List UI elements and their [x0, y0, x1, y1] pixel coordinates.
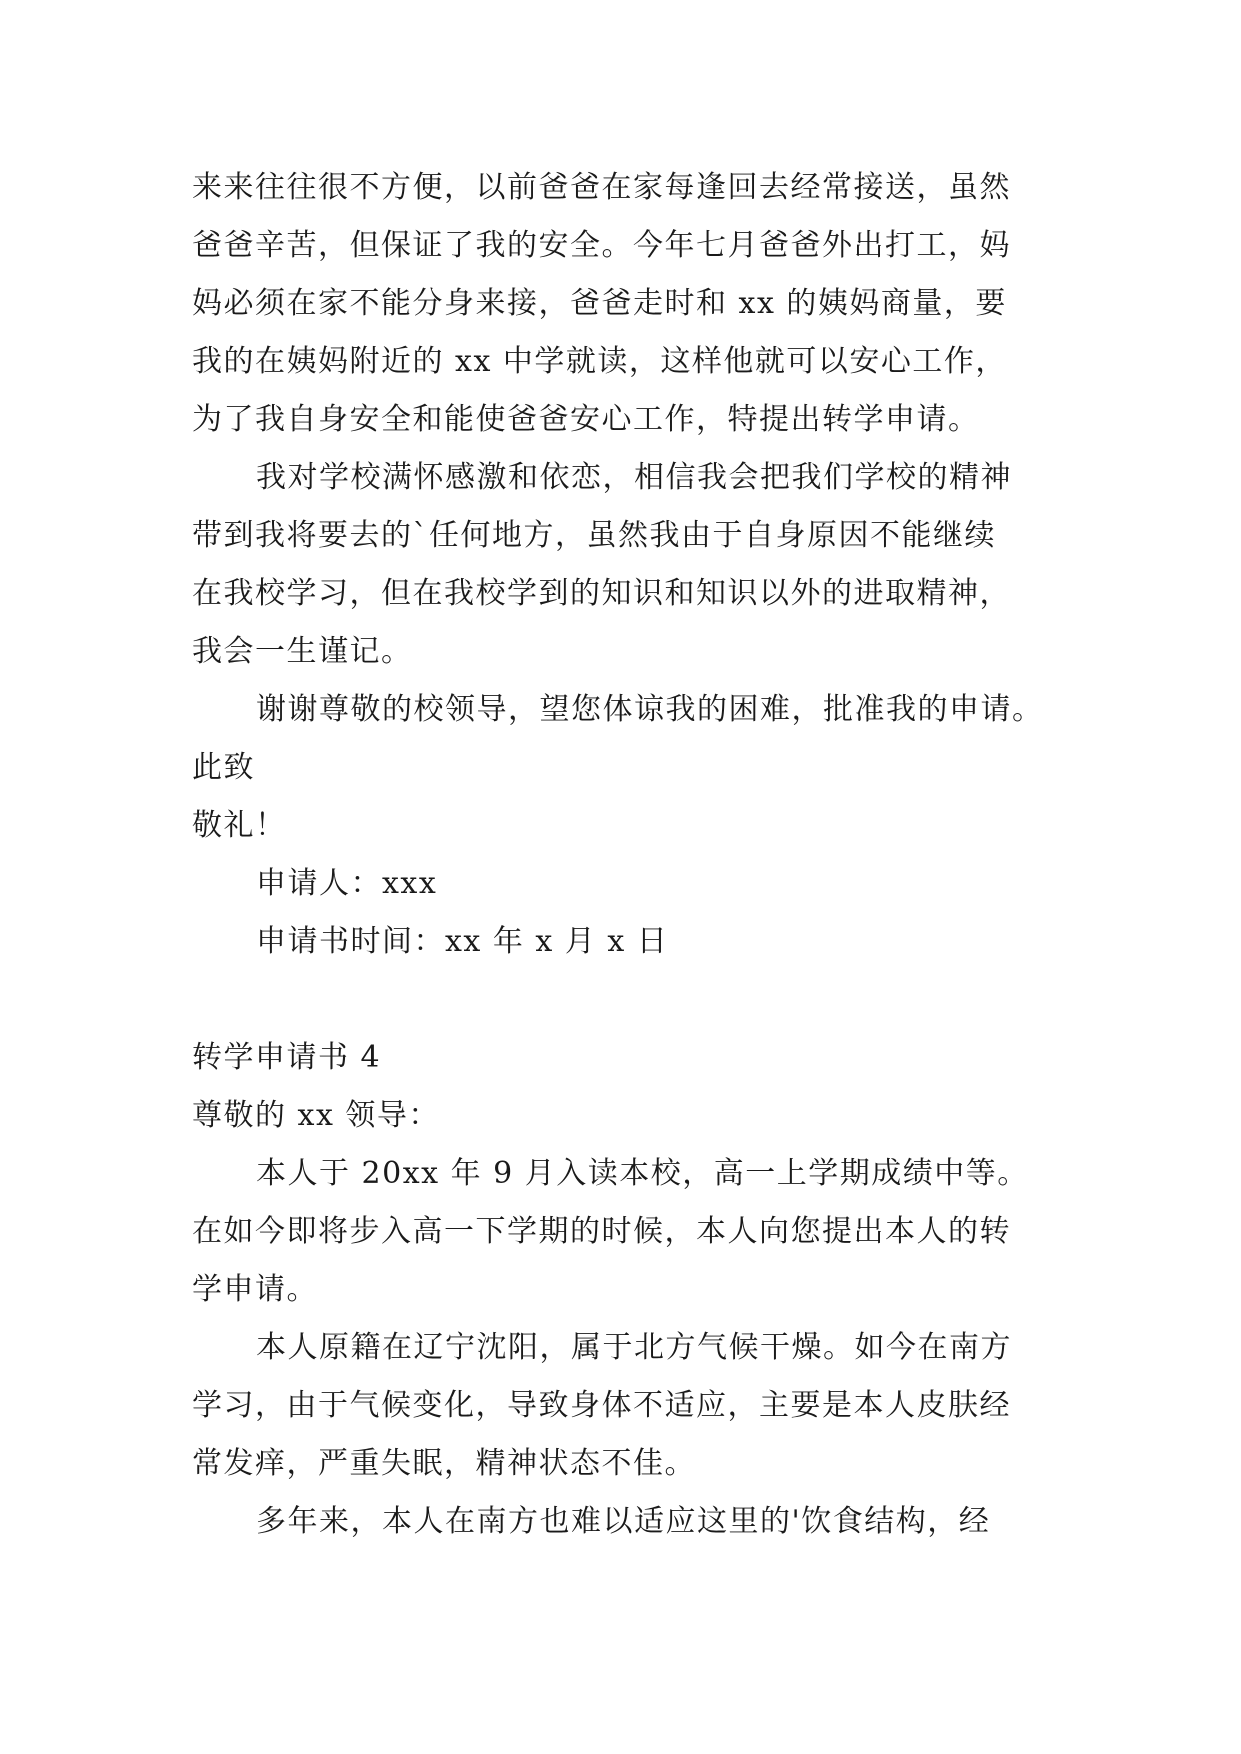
closing-salutation: 此致 [192, 750, 255, 785]
text-line: 为了我自身安全和能使爸爸安心工作，特提出转学申请。 [192, 402, 980, 437]
application-date: 申请书时间：xx 年 x 月 x 日 [256, 924, 669, 959]
applicant-name: 申请人：xxx [256, 866, 438, 901]
text-line: 来来往往很不方便，以前爸爸在家每逢回去经常接送，虽然 [192, 170, 1011, 205]
text-line: 学习，由于气候变化，导致身体不适应，主要是本人皮肤经 [192, 1388, 1011, 1423]
paragraph-start-line: 谢谢尊敬的校领导，望您体谅我的困难，批准我的申请。 [256, 692, 1044, 727]
paragraph-start-line: 多年来，本人在南方也难以适应这里的'饮食结构，经 [256, 1504, 991, 1539]
paragraph-start-line: 本人于 20xx 年 9 月入读本校，高一上学期成绩中等。 [256, 1156, 1029, 1191]
closing-regards: 敬礼！ [192, 808, 287, 843]
paragraph-start-line: 本人原籍在辽宁沈阳，属于北方气候干燥。如今在南方 [256, 1330, 1012, 1365]
text-line: 我的在姨妈附近的 xx 中学就读，这样他就可以安心工作， [192, 344, 1007, 379]
section-title: 转学申请书 4 [192, 1040, 382, 1075]
text-line: 在如今即将步入高一下学期的时候，本人向您提出本人的转 [192, 1214, 1011, 1249]
text-line: 带到我将要去的`任何地方，虽然我由于自身原因不能继续 [192, 518, 996, 553]
text-line: 爸爸辛苦，但保证了我的安全。今年七月爸爸外出打工，妈 [192, 228, 1011, 263]
paragraph-start-line: 我对学校满怀感激和依恋，相信我会把我们学校的精神 [256, 460, 1012, 495]
text-line: 学申请。 [192, 1272, 318, 1307]
text-line: 常发痒，严重失眠，精神状态不佳。 [192, 1446, 696, 1481]
section-spacer [192, 971, 1072, 1029]
document-body [192, 159, 1072, 1551]
text-line: 在我校学习，但在我校学到的知识和知识以外的进取精神， [192, 576, 1011, 611]
text-line: 妈必须在家不能分身来接，爸爸走时和 xx 的姨妈商量，要 [192, 286, 1007, 321]
letter-greeting: 尊敬的 xx 领导： [192, 1098, 440, 1133]
text-line: 我会一生谨记。 [192, 634, 413, 669]
